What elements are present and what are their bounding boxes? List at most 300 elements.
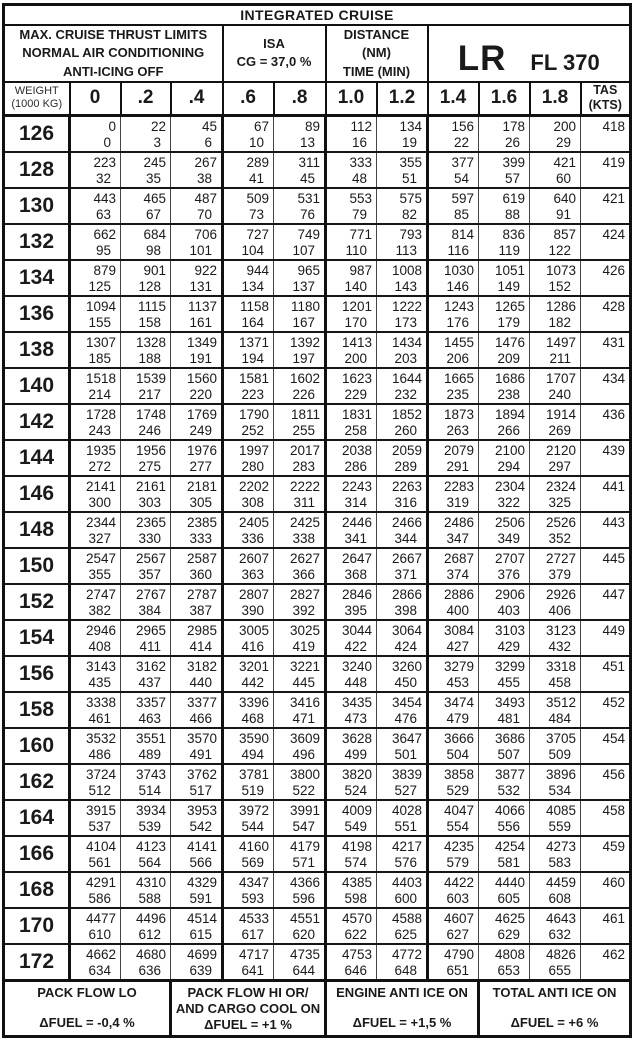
distance-time-cell (479, 944, 530, 981)
distance-time-cell (479, 908, 530, 944)
time-value: 583 (548, 854, 571, 870)
time-value: 98 (145, 242, 161, 258)
distance-time-cell (326, 908, 377, 944)
distance-value: 1222 (391, 298, 422, 314)
time-value: 63 (95, 206, 111, 222)
time-value: 499 (344, 746, 367, 762)
table-row (4, 908, 631, 944)
distance-value: 2141 (85, 478, 116, 494)
distance-value: 1707 (545, 370, 576, 386)
engine-anti-ice-label: ENGINE ANTI ICE ON (336, 984, 468, 1000)
time-value: 125 (88, 278, 111, 294)
distance-value: 3953 (186, 802, 217, 818)
time-value: 325 (548, 494, 571, 510)
distance-value: 2425 (289, 514, 320, 530)
thrust-conditions-cell (4, 25, 223, 83)
distance-value: 1811 (290, 406, 320, 422)
distance-time-cell (70, 152, 121, 188)
distance-value: 2222 (289, 478, 320, 494)
time-value: 122 (548, 242, 571, 258)
time-value: 305 (189, 494, 212, 510)
distance-time-cell (171, 800, 223, 836)
time-value: 484 (548, 710, 571, 726)
distance-time-cell (377, 764, 428, 800)
distance-value: 2667 (391, 550, 422, 566)
distance-time-cell (223, 800, 274, 836)
distance-time-cell (223, 764, 274, 800)
distance-time-cell (171, 368, 223, 404)
time-value: 283 (292, 458, 315, 474)
distance-value: 3435 (341, 694, 372, 710)
time-value: 387 (189, 602, 212, 618)
distance-time-cell (428, 404, 479, 440)
distance-time-cell (171, 512, 223, 548)
distance-value: 4066 (494, 802, 525, 818)
distance-value: 3474 (443, 694, 474, 710)
distance-value: 4826 (545, 946, 576, 962)
time-value: 113 (395, 242, 417, 258)
time-value: 341 (344, 530, 367, 546)
distance-value: 706 (194, 226, 217, 242)
distance-value: 3762 (186, 766, 217, 782)
time-value: 48 (351, 170, 367, 186)
distance-value: 1243 (443, 298, 474, 314)
distance-time-cell (428, 368, 479, 404)
time-value: 566 (189, 854, 212, 870)
time-value: 258 (344, 422, 367, 438)
distance-time-cell (326, 115, 377, 152)
distance-value: 4459 (545, 874, 576, 890)
distance-time-cell (428, 944, 479, 981)
time-value: 263 (446, 422, 469, 438)
distance-time-cell (171, 260, 223, 296)
time-value: 384 (138, 602, 161, 618)
distance-time-cell (171, 296, 223, 332)
time-value: 368 (344, 566, 367, 582)
distance-time-cell (70, 260, 121, 296)
distance-time-cell (428, 620, 479, 656)
tas-value: 441 (602, 478, 625, 494)
time-value: 57 (504, 170, 520, 186)
distance-value: 2100 (494, 442, 525, 458)
page-title: INTEGRATED CRUISE (4, 5, 631, 25)
units-cell (326, 25, 428, 83)
distance-value: 4477 (85, 910, 116, 926)
tas-value-cell (581, 620, 631, 656)
distance-time-cell (428, 188, 479, 224)
distance-value: 3143 (85, 658, 116, 674)
distance-time-cell (121, 404, 171, 440)
distance-time-cell (121, 944, 171, 981)
distance-value: 1413 (341, 334, 372, 350)
time-value: 549 (344, 818, 367, 834)
tas-value-cell (581, 440, 631, 476)
distance-value: 3743 (135, 766, 166, 782)
time-value: 627 (446, 926, 469, 942)
time-value: 414 (189, 638, 212, 654)
distance-time-cell (326, 764, 377, 800)
time-value: 588 (138, 890, 161, 906)
distance-time-cell (171, 836, 223, 872)
distance-time-cell (479, 440, 530, 476)
time-value: 277 (189, 458, 212, 474)
distance-value: 2181 (186, 478, 217, 494)
time-value: 556 (497, 818, 520, 834)
table-row (4, 764, 631, 800)
distance-value: 3396 (238, 694, 269, 710)
distance-value: 1956 (135, 442, 166, 458)
distance-time-cell (530, 584, 581, 620)
distance-time-cell (326, 512, 377, 548)
distance-time-cell (121, 656, 171, 692)
time-value: 509 (548, 746, 571, 762)
distance-value: 4123 (135, 838, 166, 854)
time-value: 612 (138, 926, 161, 942)
distance-time-cell (121, 332, 171, 368)
time-value: 238 (497, 386, 520, 402)
distance-value: 4291 (85, 874, 116, 890)
distance-value: 22 (150, 118, 166, 134)
tas-value-cell (581, 872, 631, 908)
distance-time-cell (121, 368, 171, 404)
distance-time-cell (428, 548, 479, 584)
distance-time-cell (377, 332, 428, 368)
time-value: 524 (344, 782, 367, 798)
distance-time-cell (70, 332, 121, 368)
distance-value: 2807 (238, 586, 269, 602)
distance-value: 3299 (494, 658, 525, 674)
mach-column-header-2: .4 (171, 82, 223, 115)
pack-flow-hi-label: PACK FLOW HI OR/ (187, 984, 309, 1000)
aircraft-model-label: LR (457, 38, 507, 78)
distance-value: 2727 (545, 550, 576, 566)
distance-value: 3972 (238, 802, 269, 818)
time-value: 76 (299, 206, 315, 222)
distance-value: 901 (143, 262, 166, 278)
distance-value: 2707 (494, 550, 525, 566)
time-value: 355 (88, 566, 111, 582)
distance-value: 3493 (494, 694, 525, 710)
distance-value: 4310 (135, 874, 166, 890)
time-value: 461 (88, 710, 111, 726)
time-value: 655 (548, 962, 571, 978)
tas-value: 443 (602, 514, 625, 530)
distance-time-cell (171, 224, 223, 260)
distance-value: 597 (451, 190, 474, 206)
distance-value: 1997 (238, 442, 269, 458)
distance-value: 4254 (494, 838, 525, 854)
time-value: 319 (446, 494, 469, 510)
distance-value: 4588 (391, 910, 422, 926)
atmosphere-cell (223, 25, 326, 83)
distance-value: 2161 (135, 478, 166, 494)
time-value: 60 (555, 170, 571, 186)
distance-value: 2446 (341, 514, 372, 530)
time-value: 437 (138, 674, 161, 690)
time-value: 45 (299, 170, 315, 186)
distance-time-cell (70, 908, 121, 944)
time-value: 440 (189, 674, 212, 690)
distance-time-cell (530, 908, 581, 944)
table-row (4, 548, 631, 584)
time-value: 73 (248, 206, 264, 222)
time-value: 651 (446, 962, 469, 978)
tas-value: 439 (602, 442, 625, 458)
tas-value: 461 (602, 910, 625, 926)
distance-value: 4625 (494, 910, 525, 926)
distance-value: 4514 (186, 910, 217, 926)
table-row (4, 728, 631, 764)
distance-value: 1328 (135, 334, 166, 350)
distance-time-cell (171, 332, 223, 368)
distance-value: 2946 (85, 622, 116, 638)
distance-value: 1602 (289, 370, 320, 386)
distance-time-cell (70, 800, 121, 836)
distance-time-cell (479, 620, 530, 656)
distance-value: 4496 (135, 910, 166, 926)
time-value: 191 (189, 350, 212, 366)
mach-column-header-0: 0 (70, 82, 121, 115)
time-value: 0 (103, 134, 111, 150)
time-value: 501 (394, 746, 417, 762)
distance-time-cell (530, 944, 581, 981)
distance-time-cell (326, 800, 377, 836)
distance-value: 4422 (443, 874, 474, 890)
time-value: 448 (344, 674, 367, 690)
time-value: 419 (292, 638, 315, 654)
distance-value: 4662 (85, 946, 116, 962)
time-value: 255 (292, 422, 315, 438)
distance-value: 1051 (494, 262, 525, 278)
time-value: 491 (189, 746, 212, 762)
distance-time-cell (530, 332, 581, 368)
table-title-row (4, 5, 631, 25)
distance-time-cell (274, 656, 326, 692)
weight-value: 160 (4, 728, 70, 764)
distance-value: 4217 (391, 838, 422, 854)
distance-time-cell (530, 836, 581, 872)
time-value: 574 (344, 854, 367, 870)
time-value: 146 (446, 278, 469, 294)
time-value: 137 (292, 278, 315, 294)
distance-time-cell (530, 224, 581, 260)
time-value: 357 (138, 566, 161, 582)
time-value: 197 (292, 350, 315, 366)
distance-value: 3705 (545, 730, 576, 746)
distance-time-cell (479, 512, 530, 548)
table-row (4, 368, 631, 404)
weight-value: 126 (4, 115, 70, 152)
air-conditioning-label: NORMAL AIR CONDITIONING (22, 45, 205, 60)
distance-value: 3182 (186, 658, 217, 674)
distance-value: 2202 (238, 478, 269, 494)
tas-value-cell (581, 260, 631, 296)
table-row (4, 584, 631, 620)
total-anti-ice-cell (479, 980, 631, 1036)
distance-value: 3279 (443, 658, 474, 674)
distance-time-cell (479, 656, 530, 692)
tas-value: 431 (602, 334, 625, 350)
distance-value: 1307 (85, 334, 116, 350)
distance-time-cell (377, 692, 428, 728)
distance-time-cell (121, 224, 171, 260)
time-value: 209 (497, 350, 520, 366)
time-value: 634 (88, 962, 111, 978)
distance-time-cell (223, 584, 274, 620)
time-value: 243 (88, 422, 111, 438)
table-row (4, 476, 631, 512)
time-value: 411 (139, 638, 161, 654)
distance-time-cell (70, 692, 121, 728)
distance-time-cell (377, 836, 428, 872)
distance-value: 3934 (135, 802, 166, 818)
weight-value: 146 (4, 476, 70, 512)
time-value: 240 (548, 386, 571, 402)
distance-time-cell (326, 152, 377, 188)
tas-column-header: TAS (KTS) (581, 82, 631, 115)
distance-value: 2906 (494, 586, 525, 602)
table-body (4, 115, 631, 980)
time-value: 496 (292, 746, 315, 762)
time-value: 179 (497, 314, 520, 330)
time-value: 539 (138, 818, 161, 834)
distance-value: 289 (246, 154, 269, 170)
distance-value: 2627 (289, 550, 320, 566)
time-value: 481 (497, 710, 520, 726)
distance-time-cell (171, 764, 223, 800)
time-value: 327 (88, 530, 111, 546)
weight-value: 166 (4, 836, 70, 872)
distance-value: 2263 (391, 478, 422, 494)
distance-time-cell (70, 944, 121, 981)
time-value: 220 (189, 386, 212, 402)
time-value: 379 (548, 566, 571, 582)
distance-value: 4179 (289, 838, 320, 854)
table-row (4, 260, 631, 296)
distance-value: 1030 (443, 262, 474, 278)
distance-time-cell (70, 872, 121, 908)
time-value: 600 (394, 890, 417, 906)
distance-time-cell (377, 368, 428, 404)
distance-time-cell (121, 584, 171, 620)
distance-value: 2486 (443, 514, 474, 530)
distance-time-cell (274, 620, 326, 656)
distance-value: 4680 (135, 946, 166, 962)
distance-time-cell (428, 152, 479, 188)
distance-value: 4104 (85, 838, 116, 854)
distance-value: 4533 (238, 910, 269, 926)
time-value: 280 (241, 458, 264, 474)
time-value: 537 (88, 818, 111, 834)
weight-value: 128 (4, 152, 70, 188)
distance-value: 223 (93, 154, 116, 170)
distance-time-cell (274, 368, 326, 404)
time-value: 41 (248, 170, 264, 186)
distance-value: 2687 (443, 550, 474, 566)
time-value: 422 (344, 638, 367, 654)
distance-value: 2647 (341, 550, 372, 566)
distance-value: 1371 (238, 334, 269, 350)
weight-value: 132 (4, 224, 70, 260)
distance-time-cell (70, 584, 121, 620)
mach-column-header-8: 1.6 (479, 82, 530, 115)
time-value: 593 (241, 890, 264, 906)
time-value: 308 (241, 494, 264, 510)
time-value: 648 (394, 962, 417, 978)
distance-value: 333 (349, 154, 372, 170)
distance-time-cell (274, 872, 326, 908)
time-value: 620 (292, 926, 315, 942)
distance-time-cell (530, 440, 581, 476)
distance-time-cell (121, 692, 171, 728)
table-row (4, 656, 631, 692)
distance-time-cell (326, 872, 377, 908)
time-value: 403 (497, 602, 520, 618)
tas-value-cell (581, 404, 631, 440)
distance-time-cell (428, 692, 479, 728)
distance-time-cell (223, 476, 274, 512)
distance-value: 4753 (341, 946, 372, 962)
time-value: 591 (189, 890, 212, 906)
weight-value: 134 (4, 260, 70, 296)
distance-value: 45 (201, 118, 217, 134)
time-value: 32 (95, 170, 111, 186)
time-value: 408 (88, 638, 111, 654)
distance-value: 1769 (186, 406, 217, 422)
time-value: 85 (453, 206, 469, 222)
footer-row (4, 980, 631, 1036)
distance-time-cell (377, 224, 428, 260)
time-value: 479 (446, 710, 469, 726)
distance-time-cell (428, 908, 479, 944)
time-value: 22 (453, 134, 469, 150)
distance-time-cell (274, 476, 326, 512)
distance-value: 3820 (341, 766, 372, 782)
time-value: 382 (88, 602, 111, 618)
distance-time-cell (70, 188, 121, 224)
distance-time-cell (223, 620, 274, 656)
time-value: 489 (138, 746, 161, 762)
weight-value: 172 (4, 944, 70, 981)
distance-value: 245 (143, 154, 166, 170)
distance-time-cell (479, 764, 530, 800)
distance-value: 3532 (85, 730, 116, 746)
distance-value: 3338 (85, 694, 116, 710)
time-value: 363 (241, 566, 264, 582)
distance-time-cell (223, 836, 274, 872)
time-value: 188 (138, 350, 161, 366)
distance-time-cell (274, 692, 326, 728)
distance-value: 619 (502, 190, 525, 206)
distance-time-cell (274, 764, 326, 800)
distance-value: 1560 (186, 370, 217, 386)
distance-time-cell (223, 692, 274, 728)
time-value: 395 (344, 602, 367, 618)
distance-value: 3609 (289, 730, 320, 746)
tas-value: 428 (602, 298, 625, 314)
distance-time-cell (223, 152, 274, 188)
time-value: 636 (138, 962, 161, 978)
distance-value: 4403 (391, 874, 422, 890)
distance-value: 2787 (186, 586, 217, 602)
weight-value: 162 (4, 764, 70, 800)
distance-value: 1873 (443, 406, 474, 422)
time-value: 579 (446, 854, 469, 870)
time-value: 646 (344, 962, 367, 978)
time-value: 617 (241, 926, 264, 942)
tas-value: 460 (602, 874, 625, 890)
pack-flow-lo-cell (4, 980, 171, 1036)
